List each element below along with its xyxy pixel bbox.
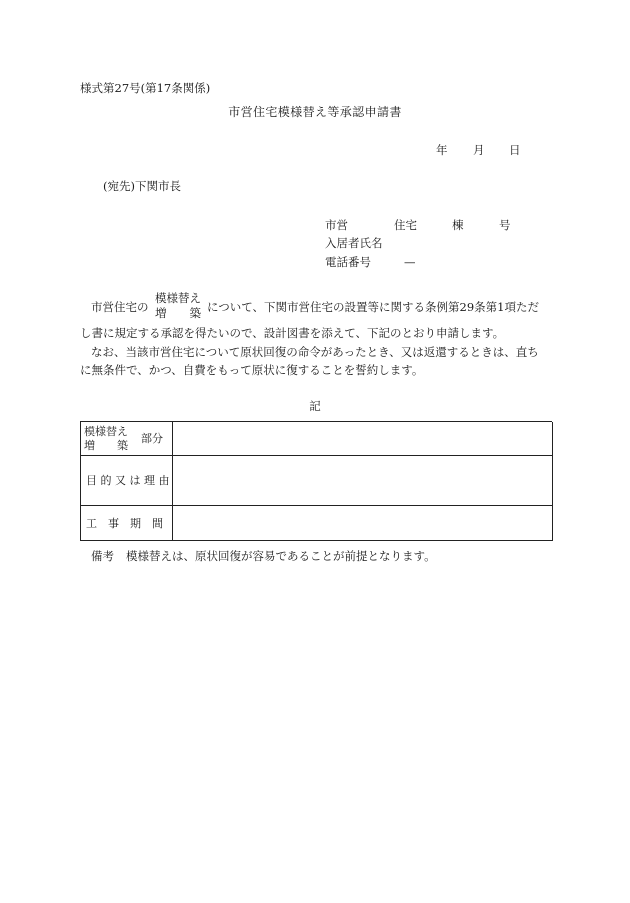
phone-label: 電話番号 [325, 255, 371, 269]
phone-separator: — [404, 255, 416, 269]
table-row1-option-top: 模様替え [84, 424, 128, 438]
addressee: (宛先)下関市長 [103, 179, 181, 193]
para1-line2: し書に規定する承認を得たいので、設計図書を添えて、下記のとおり申請します。 [80, 326, 505, 340]
housing-prefix: 市営 [325, 218, 348, 232]
para1-prefix: 市営住宅の [91, 300, 149, 314]
record-heading: 記 [309, 399, 321, 413]
table-row3-value [173, 506, 553, 541]
table-row2-label: 目 的 又 は 理 由 [81, 456, 173, 506]
building-label: 棟 [452, 218, 464, 232]
date-month: 月 [473, 143, 485, 157]
remark-label: 備考 [91, 549, 114, 563]
option-bottom: 増 築 [155, 306, 201, 320]
date-day: 日 [509, 143, 521, 157]
application-table [80, 421, 552, 541]
document-title: 市営住宅模様替え等承認申請書 [228, 105, 402, 119]
table-row1-suffix: 部分 [141, 432, 163, 445]
table-row1-option-stack [84, 425, 128, 453]
resident-name-label: 入居者氏名 [325, 236, 383, 250]
unit-label: 号 [499, 218, 511, 232]
table-row1-label [81, 422, 173, 456]
para1-line1-suffix: について、下関市営住宅の設置等に関する条例第29条第1項ただ [207, 300, 539, 314]
table-row1-option-bottom: 増 築 [84, 438, 128, 452]
form-number: 様式第27号(第17条関係) [80, 81, 211, 95]
table-row3-label: 工 事 期 間 [81, 506, 173, 541]
housing-label: 住宅 [394, 218, 417, 232]
date-year: 年 [436, 143, 448, 157]
table-row2-value [173, 456, 553, 506]
para2-line1: なお、当該市営住宅について原状回復の命令があったとき、又は返還するときは、直ち [91, 345, 539, 359]
para2-line2: に無条件で、かつ、自費をもって原状に復することを誓約します。 [80, 363, 424, 377]
option-top: 模様替え [155, 291, 201, 305]
option-stack [155, 291, 201, 321]
table-row1-value [173, 422, 553, 456]
remark-text: 模様替えは、原状回復が容易であることが前提となります。 [126, 549, 436, 563]
